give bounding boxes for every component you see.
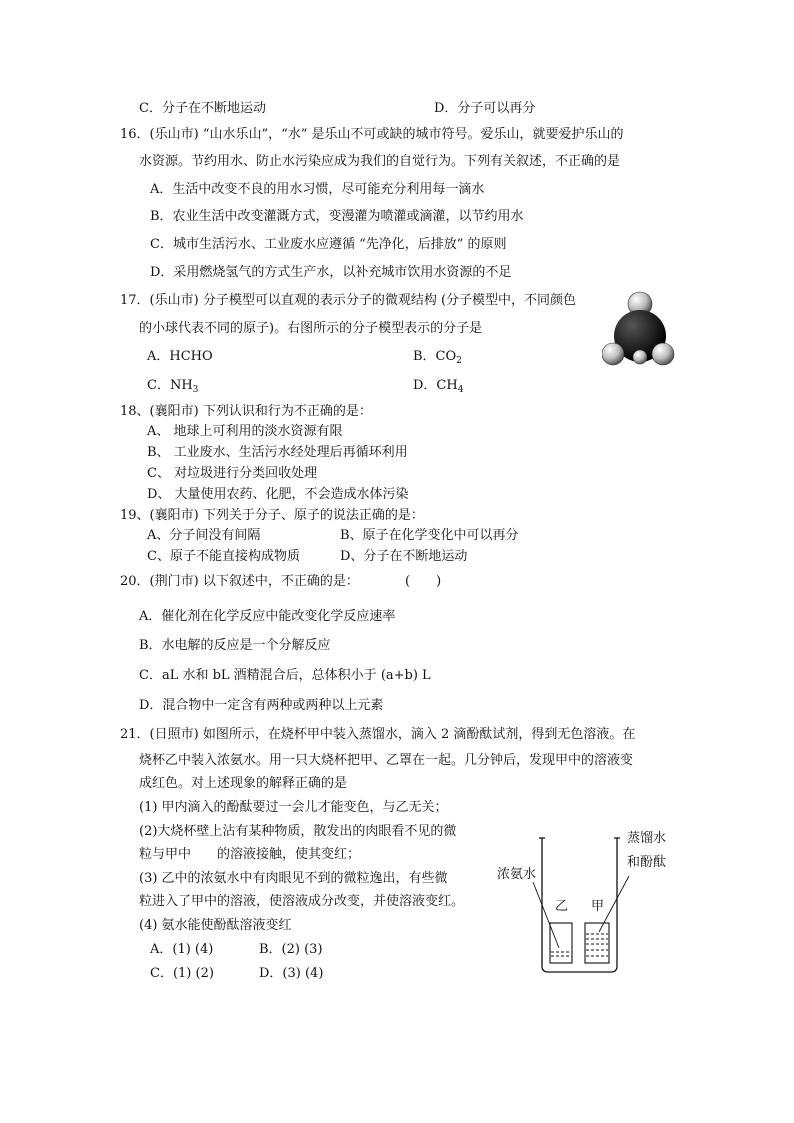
q17-option-d-text: D．CH (413, 378, 458, 393)
molecule-model-image (602, 290, 678, 370)
q21-statement-3a: (3) 乙中的浓氨水中有肉眼见不到的微粒逸出，有些微 (139, 871, 448, 886)
label-ammonia: 浓氨水 (497, 867, 537, 882)
q17-option-b (413, 348, 462, 370)
q19-option-d: D、分子在不断地运动 (340, 549, 468, 564)
q21-statement-1: (1) 甲内滴入的酚酞要过一会儿才能变色，与乙无关； (139, 800, 448, 815)
q21-option-b: B．(2) (3) (259, 942, 323, 957)
q17-option-c-text: C．NH (147, 378, 193, 393)
q19-option-b: B、原子在化学变化中可以再分 (340, 528, 519, 543)
q17-option-c-sub: 3 (192, 385, 199, 395)
label-beaker-jia: 甲 (591, 899, 605, 914)
q18-option-b: B、 工业废水、生活污水经处理后再循环利用 (147, 445, 408, 460)
q15-option-d: D．分子可以再分 (434, 101, 536, 116)
q20-answer-blank: ( ) (405, 574, 442, 589)
q19-stem: 19、(襄阳市) 下列关于分子、原子的说法正确的是： (120, 508, 424, 523)
label-phenolphthalein: 和酚酞 (627, 855, 667, 870)
q20-stem: 20．(荆门市) 以下叙述中，不正确的是： (120, 574, 359, 589)
q17-option-c (147, 377, 198, 399)
label-distilled-water: 蒸馏水 (627, 831, 667, 846)
label-beaker-yi: 乙 (555, 899, 569, 914)
q21-option-a: A．(1) (4) (150, 942, 214, 957)
q16-option-a: A．生活中改变不良的用水习惯，尽可能充分利用每一滴水 (150, 182, 485, 197)
q21-stem-2: 烧杯乙中装入浓氨水。用一只大烧杯把甲、乙罩在一起。几分钟后，发现甲中的溶液变 (139, 753, 634, 768)
q20-option-c: C．aL 水和 bL 酒精混合后，总体积小于 (a+b) L (139, 668, 431, 683)
q15-option-c: C．分子在不断地运动 (139, 101, 266, 116)
q21-option-c: C．(1) (2) (150, 966, 214, 981)
q17-option-d (413, 377, 463, 399)
q21-stem-3: 成红色。对上述现象的解释正确的是 (139, 776, 348, 791)
q21-stem-1: 21．(日照市) 如图所示，在烧杯甲中装入蒸馏水，滴入 2 滴酚酞试剂，得到无色溶液。在 (120, 727, 636, 742)
beaker-apparatus-figure (495, 830, 670, 975)
q20-option-a: A．催化剂在化学反应中能改变化学反应速率 (139, 609, 396, 624)
q18-option-c: C、 对垃圾进行分类回收处理 (147, 466, 318, 481)
q18-stem: 18、(襄阳市) 下列认识和行为不正确的是： (120, 404, 372, 419)
q16-stem-2: 水资源。节约用水、防止水污染应成为我们的自觉行为。下列有关叙述，不正确的是 (139, 154, 621, 169)
q21-statement-3b: 粒进入了甲中的溶液，使溶液成分改变，并使溶液变红。 (139, 894, 465, 909)
q16-option-c: C．城市生活污水、工业废水应遵循 “先净化，后排放” 的原则 (150, 237, 507, 252)
q19-option-a: A、分子间没有间隔 (147, 528, 261, 543)
q21-statement-4: (4) 氨水能使酚酞溶液变红 (139, 918, 292, 933)
q20-option-d: D．混合物中一定含有两种或两种以上元素 (139, 698, 384, 713)
q16-option-b: B．农业生活中改变灌溉方式，变漫灌为喷灌或滴灌，以节约用水 (150, 209, 524, 224)
q21-statement-2a: (2)大烧杯壁上沾有某种物质，散发出的肉眼看不见的微 (139, 824, 457, 839)
beaker-drawing (495, 830, 670, 975)
q17-option-a: A．HCHO (147, 349, 213, 364)
q17-stem-2: 的小球代表不同的原子)。右图所示的分子模型表示的分子是 (139, 321, 483, 336)
q16-stem-1: 16．(乐山市) “山水乐山”，“水” 是乐山不可或缺的城市符号。爱乐山，就要爱护乐山的 (120, 127, 624, 142)
q16-option-d: D．采用燃烧氢气的方式生产水，以补充城市饮用水资源的不足 (150, 265, 512, 280)
q17-option-b-sub: 2 (456, 356, 462, 366)
q17-stem-1: 17．(乐山市) 分子模型可以直观的表示分子的微观结构 (分子模型中，不同颜色 (120, 293, 577, 308)
q18-option-a: A、 地球上可利用的淡水资源有限 (147, 424, 343, 439)
q17-option-d-sub: 4 (457, 385, 464, 395)
q17-option-b-text: B．CO (413, 349, 457, 364)
q19-option-c: C、原子不能直接构成物质 (147, 549, 300, 564)
q21-statement-2b: 粒与甲中 的溶液接触，使其变红； (139, 847, 361, 862)
q21-option-d: D．(3) (4) (259, 966, 324, 981)
q20-option-b: B．水电解的反应是一个分解反应 (139, 638, 331, 653)
q18-option-d: D、 大量使用农药、化肥，不会造成水体污染 (147, 487, 409, 502)
